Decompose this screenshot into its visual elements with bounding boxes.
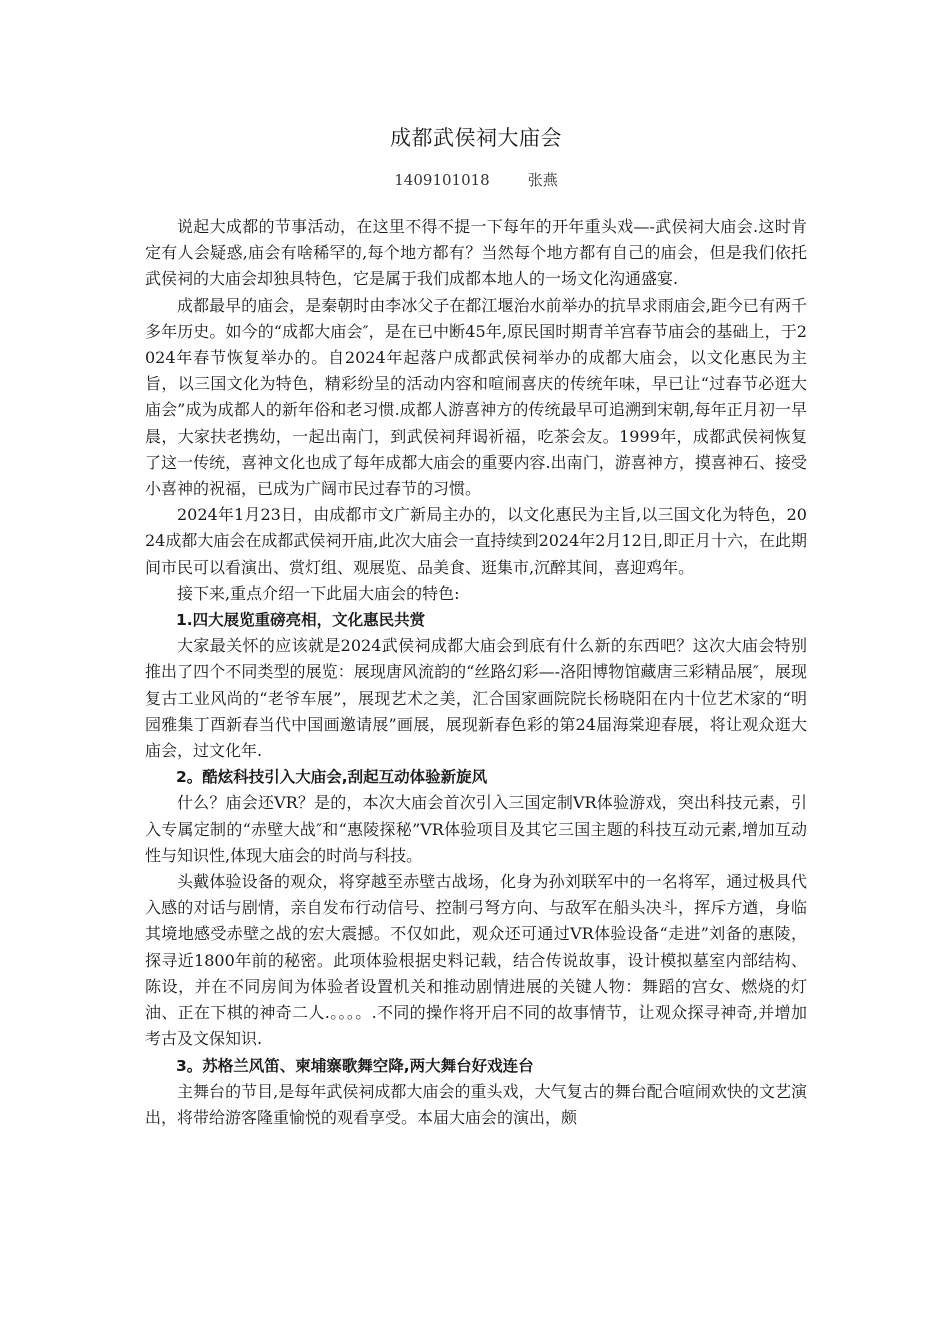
paragraph: 头戴体验设备的观众，将穿越至赤壁古战场，化身为孙刘联军中的一名将军，通过极具代入感的对话与剧情，亲自发布行动信号、控制弓弩方向、与敌军在船头决斗，挥斥方遒，身临其境地感受赤壁之战的宏大震撼。不仅如此，观众还可通过VR体验设备“走进”刘备的惠陵，探寻近1800年前的秘密。此项体验根据史料记载，结合传说故事，设计模拟墓室内部结构、陈设，并在不同房间为体验者设置机关和推动剧情进展的关键人物：舞蹈的宫女、燃烧的灯油、正在下棋的神奇二人.。。。。.不同的操作将开启不同的故事情节，让观众探寻神奇,并增加考古及文保知识. xyxy=(145,872,807,1049)
paragraph: 主舞台的节目,是每年武侯祠成都大庙会的重头戏，大气复古的舞台配合喧闹欢快的文艺演出，将带给游客隆重愉悦的观看享受。本届大庙会的演出，颇 xyxy=(145,1081,807,1127)
section-heading: 1.四大展览重磅亮相，文化惠民共赏 xyxy=(176,611,426,630)
section-heading: 2。酷炫科技引入大庙会,刮起互动体验新旋风 xyxy=(176,768,488,787)
author-name: 张燕 xyxy=(527,171,558,189)
paragraph: 说起大成都的节事活动，在这里不得不提一下每年的开年重头戏—-武侯祠大庙会.这时肯定有人会疑惑,庙会有啥稀罕的,每个地方都有？当然每个地方都有自己的庙会，但是我们依托武侯祠的大庙会却独具特色，它是属于我们成都本地人的一场文化沟通盛宴. xyxy=(145,217,807,289)
paragraph: 什么？庙会还VR？是的，本次大庙会首次引入三国定制VR体验游戏，突出科技元素，引入专属定制的“赤壁大战″和“惠陵探秘”VR体验项目及其它三国主题的科技互动元素,增加互动性与知识性,体现大庙会的时尚与科技。 xyxy=(145,793,807,865)
student-id: 1409101018 xyxy=(394,171,490,189)
author-line xyxy=(145,168,807,192)
paragraph: 大家最关怀的应该就是2024武侯祠成都大庙会到底有什么新的东西吧？这次大庙会特别推出了四个不同类型的展览：展现唐风流韵的“丝路幻彩—-洛阳博物馆藏唐三彩精品展″，展现复古工业风尚的“老爷车展”，展现艺术之美，汇合国家画院院长杨晓阳在内十位艺术家的“明园雅集丁酉新春当代中国画邀请展”画展，展现新春色彩的第24届海棠迎春展，将让观众逛大庙会，过文化年. xyxy=(145,636,807,761)
section-heading: 3。苏格兰风笛、柬埔寨歌舞空降,两大舞台好戏连台 xyxy=(176,1056,534,1075)
document-body xyxy=(145,214,807,1131)
document-title: 成都武侯祠大庙会 xyxy=(390,126,562,150)
paragraph: 成都最早的庙会，是秦朝时由李冰父子在都江堰治水前举办的抗旱求雨庙会,距今已有两千多年历史。如今的“成都大庙会″，是在已中断45年,原民国时期青羊宫春节庙会的基础上，于2024年春节恢复举办的。自2024年起落户成都武侯祠举办的成都大庙会，以文化惠民为主旨，以三国文化为特色，精彩纷呈的活动内容和喧闹喜庆的传统年味，早已让“过春节必逛大庙会”成为成都人的新年俗和老习惯.成都人游喜神方的传统最早可追溯到宋朝,每年正月初一早晨，大家扶老携幼，一起出南门，到武侯祠拜谒祈福，吃茶会友。1999年，成都武侯祠恢复了这一传统，喜神文化也成了每年成都大庙会的重要内容.出南门，游喜神方，摸喜神石、接受小喜神的祝福，已成为广阔市民过春节的习惯。 xyxy=(145,295,807,499)
paragraph: 接下来,重点介绍一下此届大庙会的特色: xyxy=(177,583,460,603)
paragraph: 2024年1月23日，由成都市文广新局主办的，以文化惠民为主旨,以三国文化为特色，2024成都大庙会在成都武侯祠开庙,此次大庙会一直持续到2024年2月12日,即正月十六，在此期间市民可以看演出、赏灯组、观展览、品美食、逛集市,沉醉其间，喜迎鸡年。 xyxy=(145,505,807,577)
